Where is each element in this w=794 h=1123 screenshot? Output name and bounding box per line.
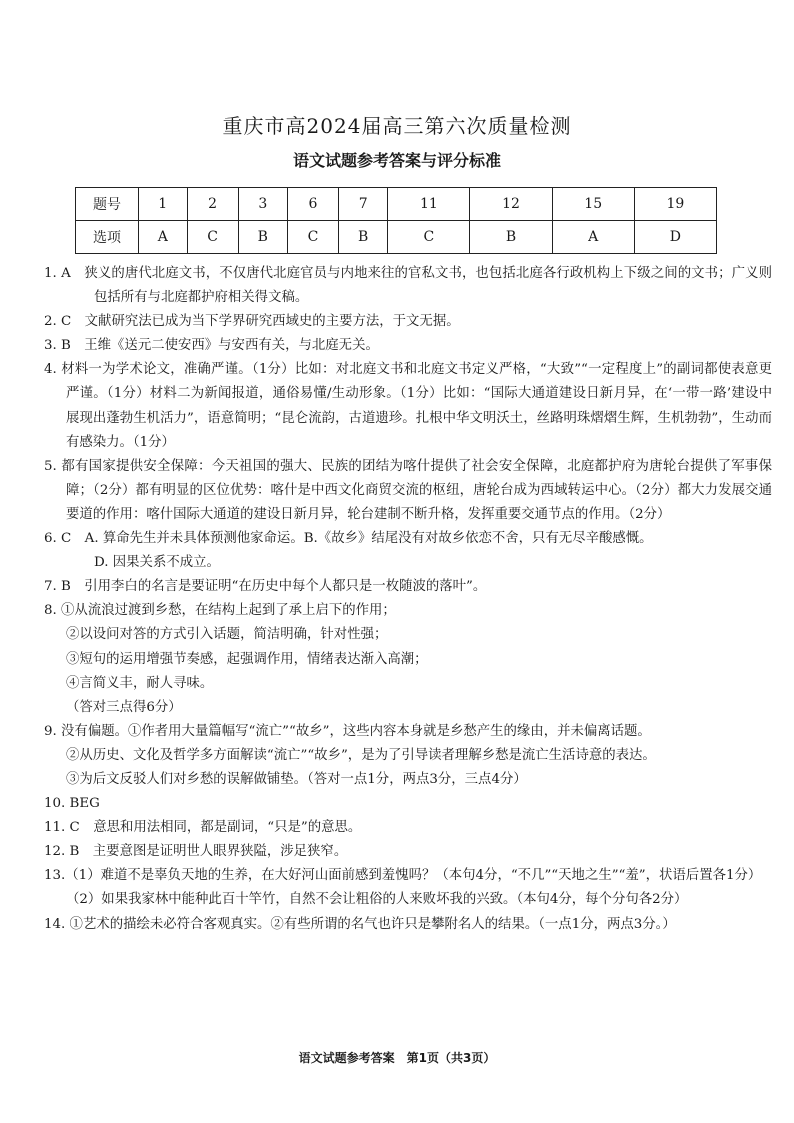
answer-item-2: 2. C 文献研究法已成为当下学界研究西域史的主要方法，于文无据。 [44,314,460,330]
table-header-option: 选项 [76,221,139,254]
answer-item-7: 7. B 引用李白的名言是要证明“在历史中每个人都只是一枚随波的落叶”。 [44,579,487,595]
answer-item-6-line2: D. 因果关系不成立。 [94,555,220,571]
answer-item-11: 11. C 意思和用法相同，都是副词，“只是”的意思。 [44,820,362,836]
answer-item-8-score: （答对三点得6分） [66,699,182,715]
answer-item-1: 1. A 狭义的唐代北庭文书，不仅唐代北庭官员与内地来往的官私文书，也包括北庭各行政机构上下级之间的文书；广义则包括所有与北庭都护府相关得文稿。 [44,266,772,306]
answer-item-8 [44,599,772,719]
answer-item-8-point: ②以设问对答的方式引入话题，简洁明确，针对性强； [66,627,388,643]
answer-item-5: 5. 都有国家提供安全保障：今天祖国的强大、民族的团结为喀什提供了社会安全保障，北庭都护府为唐轮台提供了军事保障；（2分）都有明显的区位优势：喀什是中西文化商贸交流的枢纽，唐轮台成为西域转运中心。（2分）都大力发展交通要道的作用：喀什国际大通道的建设日新月异，轮台建制不断升格，发挥重要交通节点的作用。（2分） [44,458,772,522]
table-cell: A [552,221,634,254]
answer-table-row-options [76,221,717,254]
table-cell: A [139,221,188,254]
table-cell: 7 [339,188,388,221]
answer-item-4: 4. 材料一为学术论文，准确严谨。（1分）比如：对北庭文书和北庭文书定义严格，“大致”“一定程度上”的副词都使表意更严谨。（1分）材料二为新闻报道，通俗易懂/生动形象。（1分）比如：“国际大通道建设日新月异，在‘一带一路’建设中展现出蓬勃生机活力”，语意简明；“昆仑流韵，古道遗珍。扎根中华文明沃土，丝路明珠熠熠生辉，生机勃勃”，生动而有感染力。（1分） [44,362,772,450]
answer-list [44,262,772,937]
table-cell: 6 [287,188,338,221]
answer-item-13-part1: 13.（1）难道不是辜负天地的生养，在大好河山面前感到羞愧吗？（本句4分，“不几”“天地之生”“羞”，状语后置各1分） [44,868,762,884]
answer-table [75,187,717,254]
page-footer: 语文试题参考答案 第1页（共3页） [298,1051,496,1065]
table-cell: 3 [238,188,287,221]
table-cell: D [634,221,716,254]
answer-item-10: 10. BEG [44,796,100,812]
table-cell: 15 [552,188,634,221]
answer-table-row-numbers [76,188,717,221]
answer-item-9 [44,720,772,792]
answer-item-6-line1: 6. C A. 算命先生并未具体预测他家命运。B.《故乡》结尾没有对故乡依恋不舍，只有无尽辛酸感慨。 [44,531,653,547]
document-title: 重庆市高2024届高三第六次质量检测 [222,114,572,138]
answer-item-8-point: ④言简义丰，耐人寻味。 [66,675,214,691]
answer-item-8-point: ③短句的运用增强节奏感，起强调作用，情绪表达渐入高潮； [66,651,428,667]
table-cell: C [388,221,470,254]
table-cell: C [287,221,338,254]
answer-item-13-part2: （2）如果我家林中能种此百十竿竹，自然不会让粗俗的人来败坏我的兴致。（本句4分，每个分句各2分） [66,892,688,908]
answer-item-13 [44,864,772,912]
answer-item-8-head: 8. ①从流浪过渡到乡愁，在结构上起到了承上启下的作用； [44,603,396,619]
table-cell: 12 [470,188,552,221]
table-cell: 1 [139,188,188,221]
answer-item-3: 3. B 王维《送元二使安西》与安西有关，与北庭无关。 [44,338,379,354]
table-cell: B [339,221,388,254]
answer-item-6 [44,527,772,575]
answer-item-9-point: ②从历史、文化及哲学多方面解读“流亡”“故乡”，是为了引导读者理解乡愁是流亡生活诗意的表达。 [66,747,656,763]
table-cell: B [238,221,287,254]
answer-item-9-point: ③为后文反驳人们对乡愁的误解做铺垫。（答对一点1分，两点3分，三点4分） [66,771,527,787]
answer-item-12: 12. B 主要意图是证明世人眼界狭隘，涉足狭窄。 [44,844,348,860]
answer-item-9-head: 9. 没有偏题。①作者用大量篇幅写“流亡”“故乡”，这些内容本身就是乡愁产生的缘由，并未偏离话题。 [44,723,651,739]
table-cell: 19 [634,188,716,221]
table-cell: 11 [388,188,470,221]
table-cell: 2 [187,188,238,221]
table-cell: C [187,221,238,254]
table-cell: B [470,221,552,254]
table-header-question: 题号 [76,188,139,221]
document-subtitle: 语文试题参考答案与评分标准 [292,151,501,170]
answer-item-14: 14. ①艺术的描绘未必符合客观真实。②有些所谓的名气也许只是攀附名人的结果。（一点1分，两点3分。） [44,916,676,932]
